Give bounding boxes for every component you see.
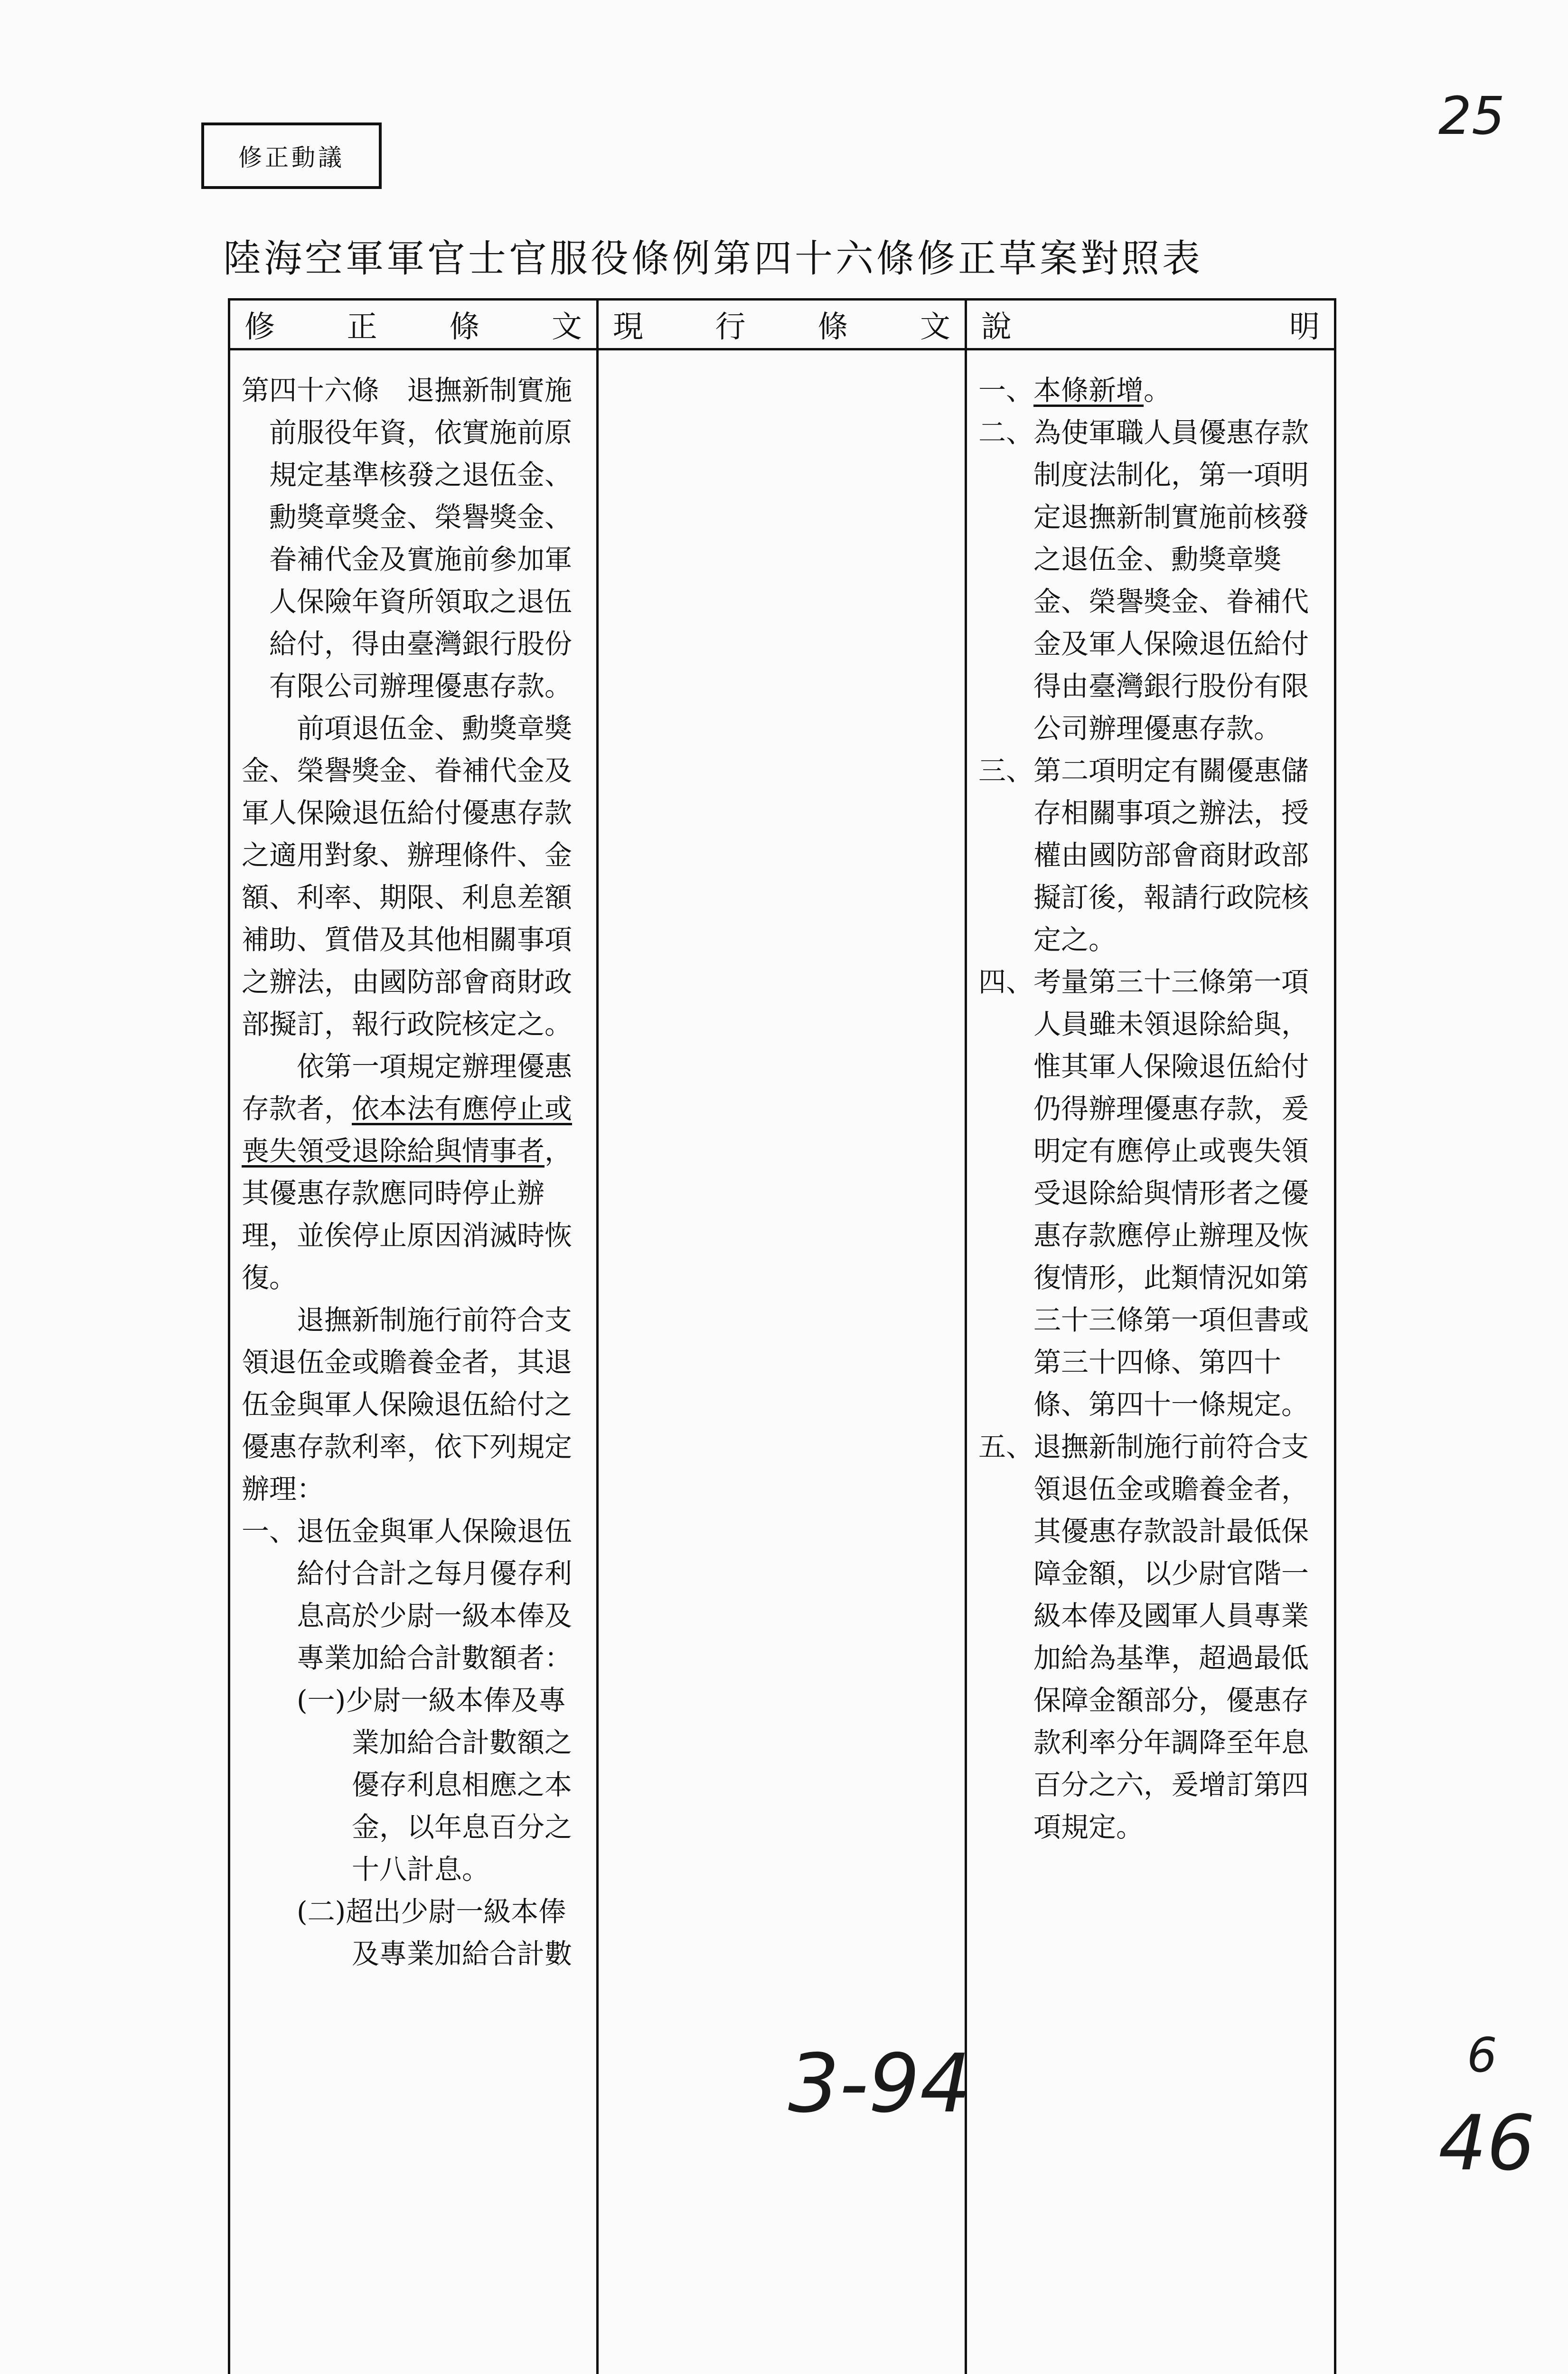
header-current-char: 現 bbox=[613, 302, 643, 346]
amended-subitem-2: (二)超出少尉一級本俸及專業加給合計數 bbox=[242, 1891, 583, 1975]
explanation-item-1-end: 。 bbox=[1144, 374, 1171, 406]
amended-p3-underlined: 依本法有應停止或喪失領受退除給與情事者 bbox=[242, 1093, 572, 1167]
amended-paragraph-3 bbox=[242, 1046, 583, 1299]
header-current-char: 條 bbox=[817, 302, 848, 346]
header-amended-char: 文 bbox=[552, 302, 582, 346]
explanation-item-2: 二、為使軍職人員優惠存款制度法制化，第一項明定退撫新制實施前核發之退伍金、勳獎章獎金、榮譽獎金、眷補代金及軍人保險退伍給付得由臺灣銀行股份有限公司辦理優惠存款。 bbox=[978, 412, 1321, 750]
explanation-item-4: 四、考量第三十三條第一項人員雖未領退除給與，惟其軍人保險退伍給付仍得辦理優惠存款，爰明定有應停止或喪失領受退除給與情形者之優惠存款應停止辦理及恢復情形，此類情況如第三十三條第一項但書或第三十四條、第四十條、第四十一條規定。 bbox=[978, 961, 1321, 1426]
header-current-char: 行 bbox=[715, 302, 746, 346]
header-explanation-char: 明 bbox=[1289, 302, 1320, 346]
explanation-item-1-number: 一、 bbox=[978, 374, 1033, 406]
handwritten-side-mark-top: 6 bbox=[1467, 2027, 1497, 2083]
header-amended-char: 正 bbox=[347, 302, 377, 346]
header-amended-char: 修 bbox=[244, 302, 275, 346]
explanation-item-1 bbox=[978, 369, 1321, 412]
amended-paragraph-2: 前項退伍金、勳獎章獎金、榮譽獎金、眷補代金及軍人保險退伍給付優惠存款之適用對象、辦理條件、金額、利率、期限、利息差額補助、質借及其他相關事項之辦法，由國防部會商財政部擬訂，報行政院核定之。 bbox=[242, 707, 583, 1046]
amended-p3-end: ，其優惠存款應同時停止辦理，並俟停止原因消滅時恢復。 bbox=[242, 1135, 572, 1294]
header-explanation bbox=[966, 300, 1335, 349]
table-header-row bbox=[229, 300, 1335, 349]
header-current bbox=[598, 300, 966, 349]
current-text-cell bbox=[598, 349, 966, 2374]
motion-tag: 修正動議 bbox=[201, 122, 382, 189]
amended-text-cell bbox=[229, 349, 598, 2374]
amended-paragraph-1: 第四十六條 退撫新制實施前服役年資，依實施前原規定基準核發之退伍金、勳獎章獎金、榮譽獎金、眷補代金及實施前參加軍人保險年資所領取之退伍給付，得由臺灣銀行股份有限公司辦理優惠存款。 bbox=[242, 369, 583, 707]
handwritten-page-number: 3-94 bbox=[788, 2037, 971, 2131]
header-amended bbox=[229, 300, 598, 349]
explanation-item-1-text: 本條新增 bbox=[1033, 374, 1144, 406]
header-explanation-char: 說 bbox=[981, 302, 1012, 346]
table-body-row bbox=[229, 349, 1335, 2374]
explanation-item-5: 五、退撫新制施行前符合支領退伍金或贍養金者，其優惠存款設計最低保障金額，以少尉官階一級本俸及國軍人員專業加給為基準，超過最低保障金額部分，優惠存款利率分年調降至年息百分之六，爰增訂第四項規定。 bbox=[978, 1426, 1321, 1848]
comparison-table bbox=[228, 298, 1336, 2374]
document-title: 陸海空軍軍官士官服役條例第四十六條修正草案對照表 bbox=[223, 228, 1203, 283]
amended-paragraph-4: 退撫新制施行前符合支領退伍金或贍養金者，其退伍金與軍人保險退伍給付之優惠存款利率，依下列規定辦理： bbox=[242, 1299, 583, 1510]
explanation-cell bbox=[966, 349, 1335, 2374]
header-current-char: 文 bbox=[920, 302, 950, 346]
header-amended-char: 條 bbox=[449, 302, 479, 346]
amended-subitem-1: (一)少尉一級本俸及專業加給合計數額之優存利息相應之本金，以年息百分之十八計息。 bbox=[242, 1679, 583, 1891]
amended-p3-start: 依第一項規定辦理優惠存款者， bbox=[242, 1050, 572, 1125]
explanation-item-3: 三、第二項明定有關優惠儲存相關事項之辦法，授權由國防部會商財政部擬訂後，報請行政院核定之。 bbox=[978, 750, 1321, 961]
handwritten-corner-mark: 25 bbox=[1438, 85, 1505, 146]
handwritten-side-mark-bottom: 46 bbox=[1438, 2099, 1535, 2187]
amended-item-1: 一、退伍金與軍人保險退伍給付合計之每月優存利息高於少尉一級本俸及專業加給合計數額者： bbox=[242, 1510, 583, 1679]
